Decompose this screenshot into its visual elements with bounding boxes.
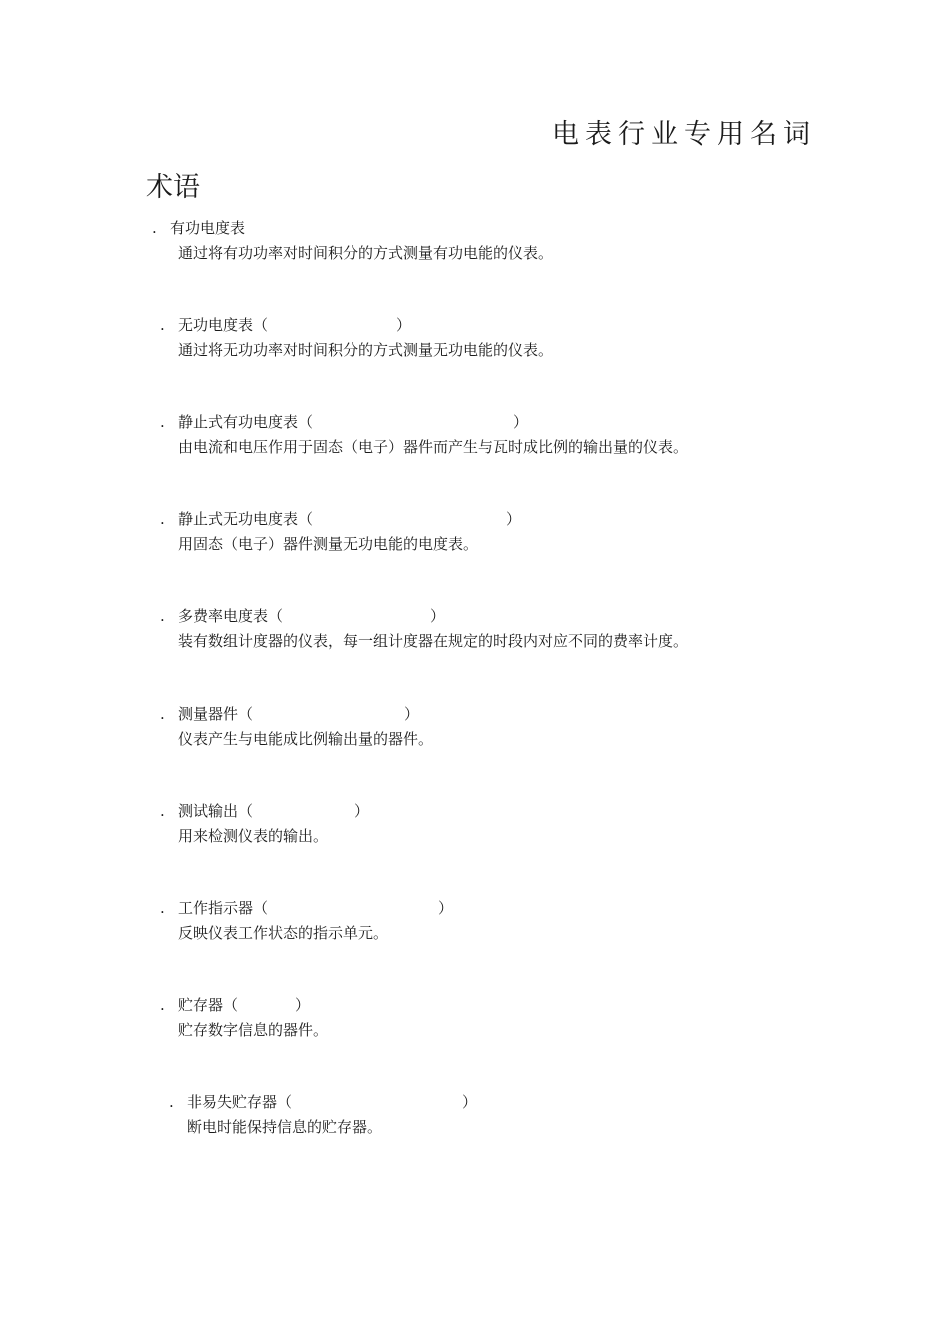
term-number: . bbox=[160, 996, 165, 1014]
term-definition: 通过将有功功率对时间积分的方式测量有功电能的仪表。 bbox=[178, 244, 554, 262]
term-name: 多费率电度表（ bbox=[178, 607, 284, 625]
term-number: . bbox=[169, 1093, 174, 1111]
term-number: . bbox=[160, 316, 165, 334]
term-name: 有功电度表 bbox=[170, 219, 246, 237]
term-close-paren: ） bbox=[513, 413, 529, 431]
term-number: . bbox=[160, 607, 165, 625]
document-title: 电表行业专用名词 bbox=[552, 119, 816, 150]
term-heading bbox=[160, 898, 454, 918]
document-subtitle: 术语 bbox=[146, 172, 200, 203]
term-number: . bbox=[160, 413, 165, 431]
term-close-paren: ） bbox=[462, 1093, 478, 1111]
term-heading bbox=[160, 995, 311, 1015]
term-definition: 由电流和电压作用于固态（电子）器件而产生与瓦时成比例的输出量的仪表。 bbox=[178, 438, 689, 456]
term-name: 测量器件（ bbox=[178, 705, 254, 723]
term-number: . bbox=[152, 219, 157, 237]
term-name: 贮存器（ bbox=[178, 996, 239, 1014]
term-close-paren: ） bbox=[438, 899, 454, 917]
term-definition: 用固态（电子）器件测量无功电能的电度表。 bbox=[178, 535, 479, 553]
term-heading bbox=[152, 218, 245, 238]
term-definition: 贮存数字信息的器件。 bbox=[178, 1021, 329, 1039]
term-name: 静止式无功电度表（ bbox=[178, 510, 314, 528]
term-close-paren: ） bbox=[396, 316, 412, 334]
term-heading bbox=[160, 412, 529, 432]
term-number: . bbox=[160, 510, 165, 528]
term-heading bbox=[160, 509, 522, 529]
term-number: . bbox=[160, 705, 165, 723]
term-close-paren: ） bbox=[354, 802, 370, 820]
term-heading bbox=[160, 315, 412, 335]
term-definition: 仪表产生与电能成比例输出量的器件。 bbox=[178, 730, 434, 748]
term-number: . bbox=[160, 802, 165, 820]
term-name: 静止式有功电度表（ bbox=[178, 413, 314, 431]
term-heading bbox=[160, 704, 420, 724]
term-name: 非易失贮存器（ bbox=[187, 1093, 293, 1111]
term-name: 无功电度表（ bbox=[178, 316, 269, 334]
term-close-paren: ） bbox=[295, 996, 311, 1014]
term-definition: 装有数组计度器的仪表，每一组计度器在规定的时段内对应不同的费率计度。 bbox=[178, 632, 689, 650]
term-definition: 反映仪表工作状态的指示单元。 bbox=[178, 924, 389, 942]
term-heading bbox=[160, 606, 446, 626]
term-close-paren: ） bbox=[506, 510, 522, 528]
term-close-paren: ） bbox=[404, 705, 420, 723]
term-name: 工作指示器（ bbox=[178, 899, 269, 917]
term-heading bbox=[169, 1092, 478, 1112]
term-definition: 用来检测仪表的输出。 bbox=[178, 827, 329, 845]
term-definition: 通过将无功功率对时间积分的方式测量无功电能的仪表。 bbox=[178, 341, 554, 359]
term-definition: 断电时能保持信息的贮存器。 bbox=[187, 1118, 383, 1136]
term-name: 测试输出（ bbox=[178, 802, 254, 820]
term-heading bbox=[160, 801, 370, 821]
term-close-paren: ） bbox=[430, 607, 446, 625]
term-number: . bbox=[160, 899, 165, 917]
